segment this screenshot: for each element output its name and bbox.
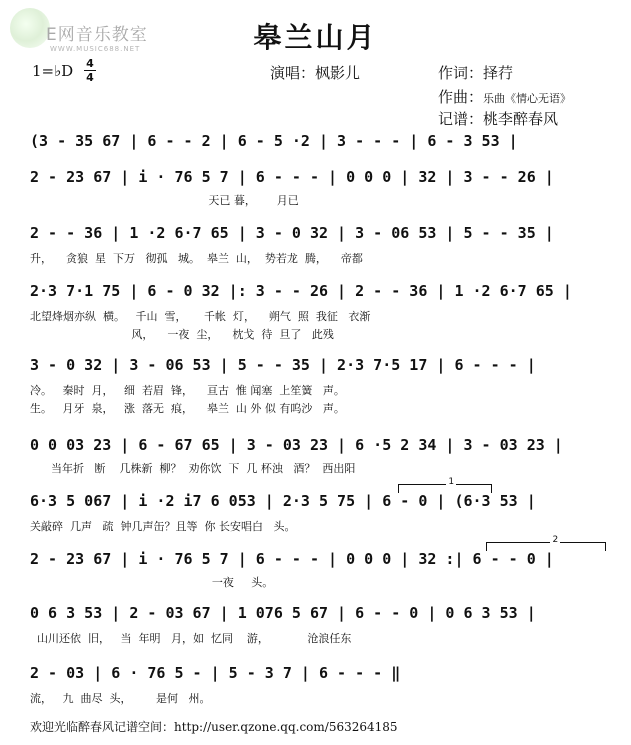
- composer-value: 乐曲《情心无语》: [483, 92, 572, 105]
- song-title: 皋兰山月: [253, 21, 378, 54]
- time-signature-bottom: 4: [86, 71, 94, 84]
- lyric-line: 关敲碎 几声 疏 钟几声缶？且等 你 长安唱白 头。: [30, 520, 296, 533]
- staff-row: 0 6 3 53 | 2 - 03 67 | 1 076 5 67 | 6 - - 0 | 0 6 3 53 |: [30, 604, 536, 622]
- staff-row: 0 0 03 23 | 6 - 67 65 | 3 - 03 23 | 6 ·5 2 34 | 3 - 03 23 |: [30, 436, 563, 454]
- lyric-line: 风， 一夜 尘， 枕戈 待 旦了 此残: [30, 328, 334, 341]
- lyric-line: 流， 九 曲尽 头， 是何 州。: [30, 692, 211, 705]
- staff-row: 6·3 5 067 | i ·2 i7 6 053 | 2·3 5 75 | 6 - 0 | (6·3 53 |: [30, 492, 536, 510]
- lyric-line: 山川还依 旧， 当 年明 月，如 忆同 游， 沧浪任东: [30, 632, 352, 645]
- lyricist-credit: 作词：择荇: [438, 64, 514, 82]
- lyric-line: 升， 贪狼 星 下万 彻孤 城。 皋兰 山， 势若龙 腾， 帝都: [30, 252, 363, 265]
- staff-row: 2 - 23 67 | i · 76 5 7 | 6 - - - | 0 0 0 | 32 | 3 - - 26 |: [30, 168, 554, 186]
- lyric-line: 生。 月牙 泉， 涨 落无 痕， 皋兰 山 外 似 有呜沙 声。: [30, 402, 345, 415]
- footer-note: 欢迎光临醉春风记谱空间：http://user.qzone.qq.com/563264185: [30, 720, 398, 734]
- logo-url: WWW.MUSIC688.NET: [50, 45, 141, 53]
- logo-text: E网音乐教室: [46, 25, 148, 45]
- staff-row: 2 - 03 | 6 · 76 5 - | 5 - 3 7 | 6 - - - ‖: [30, 664, 401, 682]
- transcriber-credit: 记谱：桃李醉春风: [438, 110, 559, 128]
- lyric-line: 冷。 秦时 月， 细 若眉 锋， 亘古 惟 闻塞 上笙簧 声。: [30, 384, 345, 397]
- composer-label: 作曲：: [438, 88, 484, 106]
- time-signature-top: 4: [86, 57, 94, 70]
- lyric-line: 北望烽烟亦纵 横。 千山 雪， 千帐 灯， 朔气 照 我征 衣渐: [30, 310, 371, 323]
- staff-row: 2 - - 36 | 1 ·2 6·7 65 | 3 - 0 32 | 3 - 06 53 | 5 - - 35 |: [30, 224, 554, 242]
- volta-second-label: 2: [552, 535, 559, 545]
- volta-first-label: 1: [448, 477, 455, 487]
- key-signature: 1=♭D: [32, 62, 74, 80]
- staff-row: (3 - 35 67 | 6 - - 2 | 6 - 5 ·2 | 3 - - - | 6 - 3 53 |: [30, 132, 518, 150]
- lyric-line: 一夜 头。: [30, 576, 274, 589]
- singer-credit: 演唱：枫影儿: [270, 64, 361, 82]
- time-signature: [84, 58, 96, 83]
- lyric-line: 天已 暮， 月已: [30, 194, 299, 207]
- composer-credit: [438, 86, 571, 107]
- staff-row: 2 - 23 67 | i · 76 5 7 | 6 - - - | 0 0 0 | 32 :| 6 - - 0 |: [30, 550, 554, 568]
- staff-row: 2·3 7·1 75 | 6 - 0 32 |: 3 - - 26 | 2 - - 36 | 1 ·2 6·7 65 |: [30, 282, 572, 300]
- lyric-line: 当年折 断 几株新 柳？ 劝你饮 下 几 杯浊 酒？ 西出阳: [30, 462, 356, 475]
- staff-row: 3 - 0 32 | 3 - 06 53 | 5 - - 35 | 2·3 7·5 17 | 6 - - - |: [30, 356, 536, 374]
